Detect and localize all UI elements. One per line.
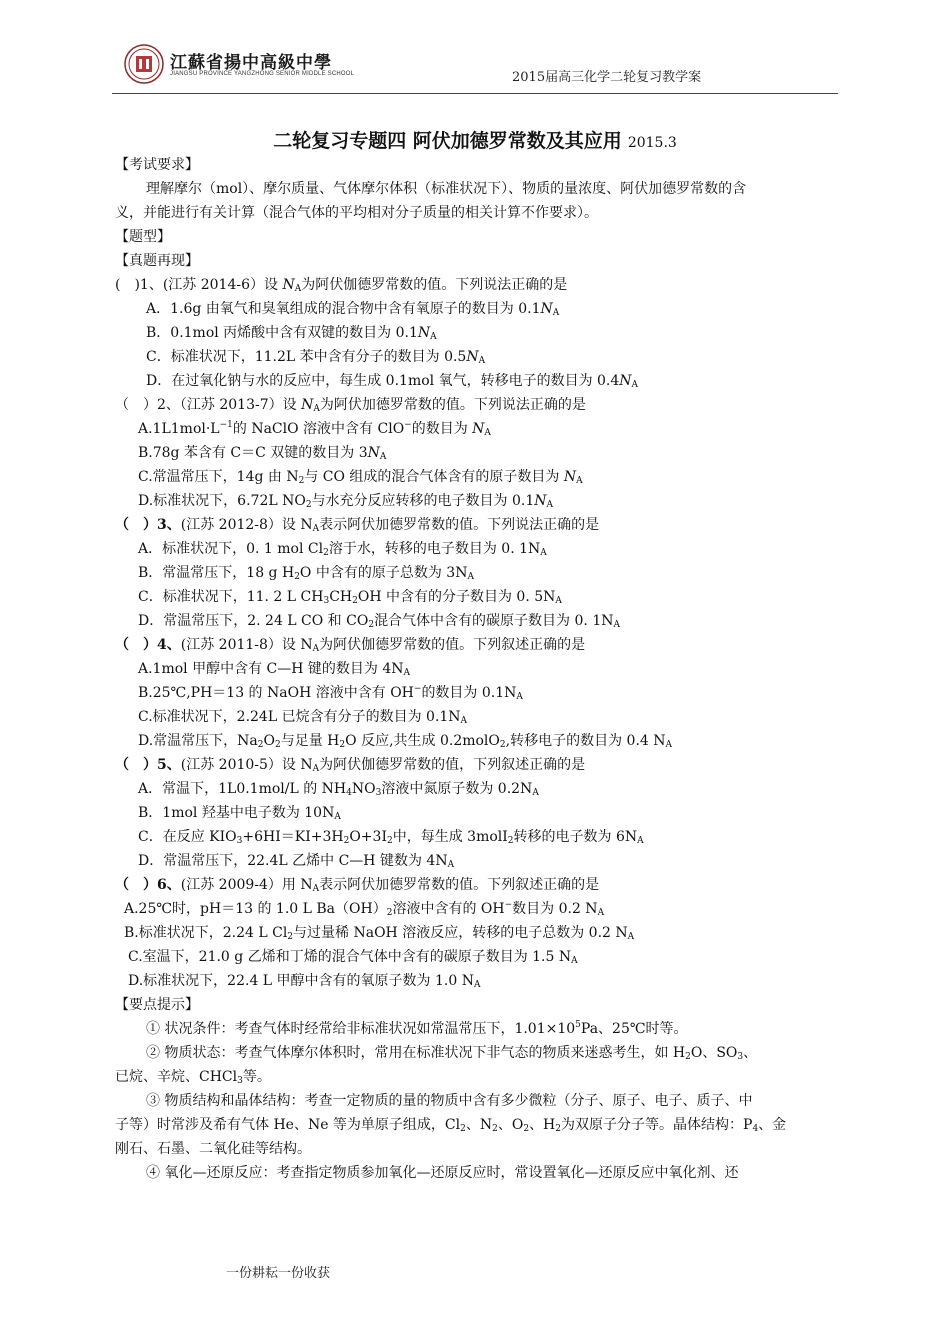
q6-option-d: D.标准状况下，22.4 L 甲醇中含有的氧原子数为 1.0 $N_A$ (128, 973, 481, 990)
page-footer: 一份耕耘一份收获 (226, 1266, 331, 1281)
q2-stem: （ ）2、（江苏 2013-7）设 $N_A$为阿伏加德罗常数的值。下列说法正确的是 (115, 397, 586, 414)
tip-2-line-2: 已烷、辛烷、CHCl$_3$等。 (115, 1069, 271, 1086)
q4-option-c: C.标准状况下，2.24L 已烷含有分子的数目为 $0.1N_A$ (138, 709, 468, 726)
tip-2-line-1: ② 物质状态：考查气体摩尔体积时，常用在标准状况下非气态的物质来迷惑考生，如 $H_2O$、$SO_3$、 (146, 1045, 758, 1062)
q5-option-b: B．1mol 羟基中电子数为 $10N_A$ (138, 805, 341, 822)
title-block (0, 126, 950, 153)
tip-3-line-3: 刚石、石墨、二氧化硅等结构。 (115, 1141, 311, 1157)
q4-option-d: D.常温常压下，$Na_2O_2$与足量 $H_2O$ 反应,共生成 0.2molO$_2$,转移电子的数目为 0.4 $N_A$ (138, 733, 673, 750)
tip-1: ① 状况条件：考查气体时经常给非标准状况如常温常压下，$1.01\times 10^5Pa$、25℃时等。 (146, 1020, 688, 1037)
tip-3-line-2: 子等）时常涉及希有气体 He、Ne 等为单原子组成，$Cl_2$、$N_2$、$O_2$、$H_2$为双原子分子等。晶体结构：$P_4$、金 (115, 1117, 787, 1134)
q1-option-a: A．1.6g 由氧气和臭氧组成的混合物中含有氧原子的数目为 $0.1N_A$ (146, 301, 560, 318)
q5-stem: （ ）5、(江苏 2010-5）设 $N_A$为阿伏伽德罗常数的值，下列叙述正确的是 (115, 757, 586, 774)
q2-option-d: D.标准状况下，6.72L $NO_2$与水充分反应转移的电子数目为 $0.1N_A$ (138, 493, 554, 510)
doc-series: 2015届高三化学二轮复习教学案 (512, 70, 702, 85)
q1-option-b: B．0.1mol 丙烯酸中含有双键的数目为 $0.1N_A$ (146, 325, 437, 342)
q4-option-a: A.1mol 甲醇中含有 C—H 键的数目为 $4N_A$ (138, 661, 411, 678)
q5-option-a: A．常温下，1L0.1mol/L 的 $NH_4NO_3$溶液中氮原子数为 $0.2N_A$ (138, 781, 539, 798)
header-divider (112, 93, 838, 94)
q3-option-b: B．常温常压下，18 g $H_2O$ 中含有的原子总数为 $3N_A$ (138, 565, 474, 582)
q2-option-b: B.78g 苯含有 C＝C 双键的数目为 $3N_A$ (138, 445, 387, 462)
school-logo-icon (124, 44, 164, 84)
q5-option-c: C．在反应 $KIO_3+6HI=KI+3H_2O+3I_2$中，每生成 3molI$_2$转移的电子数为 $6N_A$ (138, 829, 644, 846)
title-date: 2015.3 (627, 135, 677, 151)
type-heading: 【题型】 (115, 229, 171, 245)
exam-req-line-2: 义，并能进行有关计算（混合气体的平均相对分子质量的相关计算不作要求）。 (115, 205, 598, 221)
q5-option-d: D．常温常压下，22.4L 乙烯中 C—H 键数为 $4N_A$ (138, 853, 455, 870)
q2-option-c: C.常温常压下，14g 由 $N_2$与 CO 组成的混合气体含有的原子数目为 $N_A$ (138, 469, 583, 486)
school-name-en: JIANGSU PROVINCE YANGZHONG SENIOR MIDDLE SCHOOL (170, 71, 355, 77)
page-title: 二轮复习专题四 阿伏加德罗常数及其应用 (273, 130, 622, 152)
q6-option-c: C.室温下，21.0 g 乙烯和丁烯的混合气体中含有的碳原子数目为 1.5 $N_A$ (128, 949, 578, 966)
q3-stem: （ ）3、(江苏 2012-8）设 $N_A$表示阿伏加德罗常数的值。下列说法正确的是 (115, 517, 600, 534)
real-questions-heading: 【真题再现】 (115, 253, 199, 269)
q1-option-c: C．标准状况下，11.2L 苯中含有分子的数目为 $0.5N_A$ (146, 349, 486, 366)
q4-stem: （ ）4、(江苏 2011-8）设 $N_A$为阿伏伽德罗常数的值。下列叙述正确的是 (115, 637, 586, 654)
q1-stem: ( )1、(江苏 2014-6）设 $N_A$为阿伏伽德罗常数的值。下列说法正确的是 (115, 277, 568, 294)
q2-option-a: $A.1L1mol\cdot L^{-1}$的 NaClO 溶液中含有 ClO−的数目为 $N_A$ (138, 420, 491, 438)
q4-option-b: B.25℃,PH＝13 的 NaOH 溶液中含有 OH−的数目为 $0.1N_A$ (138, 684, 523, 702)
q6-stem: （ ）6、(江苏 2009-4）用 $N_A$表示阿伏加德罗常数的值。下列叙述正确的是 (115, 877, 600, 894)
q1-option-d: D．在过氧化钠与水的反应中，每生成 0.1mol 氧气，转移电子的数目为 $0.4N_A$ (146, 373, 639, 390)
tips-heading: 【要点提示】 (115, 997, 199, 1013)
q3-option-d: D．常温常压下，2. 24 L CO 和 $CO_2$混合气体中含有的碳原子数目为 0. $1N_A$ (138, 613, 620, 630)
q6-option-b: B.标准状况下，2.24 L $Cl_2$与过量稀 NaOH 溶液反应，转移的电子总数为 0.2 $N_A$ (124, 925, 635, 942)
tip-3-line-1: ③ 物质结构和晶体结构：考查一定物质的量的物质中含有多少微粒（分子、原子、电子、质子、中 (146, 1093, 753, 1109)
tip-4-line-1: ④ 氧化—还原反应：考查指定物质参加氧化—还原反应时，常设置氧化—还原反应中氧化剂、还 (146, 1165, 739, 1181)
exam-req-heading: 【考试要求】 (115, 157, 199, 173)
q6-option-a: A.25℃时，pH＝13 的 1.0 L $Ba(OH)_2$溶液中含有的 OH−数目为 0.2 $N_A$ (124, 900, 605, 918)
exam-req-line-1: 理解摩尔（mol）、摩尔质量、气体摩尔体积（标准状况下）、物质的量浓度、阿伏加德罗常数的含 (146, 181, 747, 197)
q3-option-c: C．标准状况下，11. 2 L $CH_3CH_2OH$ 中含有的分子数目为 0. $5N_A$ (138, 589, 562, 606)
q3-option-a: A．标准状况下，0. 1 mol $Cl_2$溶于水，转移的电子数目为 0. $1N_A$ (138, 541, 547, 558)
school-name-cn: 江蘇省揚中高級中學 (170, 53, 332, 73)
